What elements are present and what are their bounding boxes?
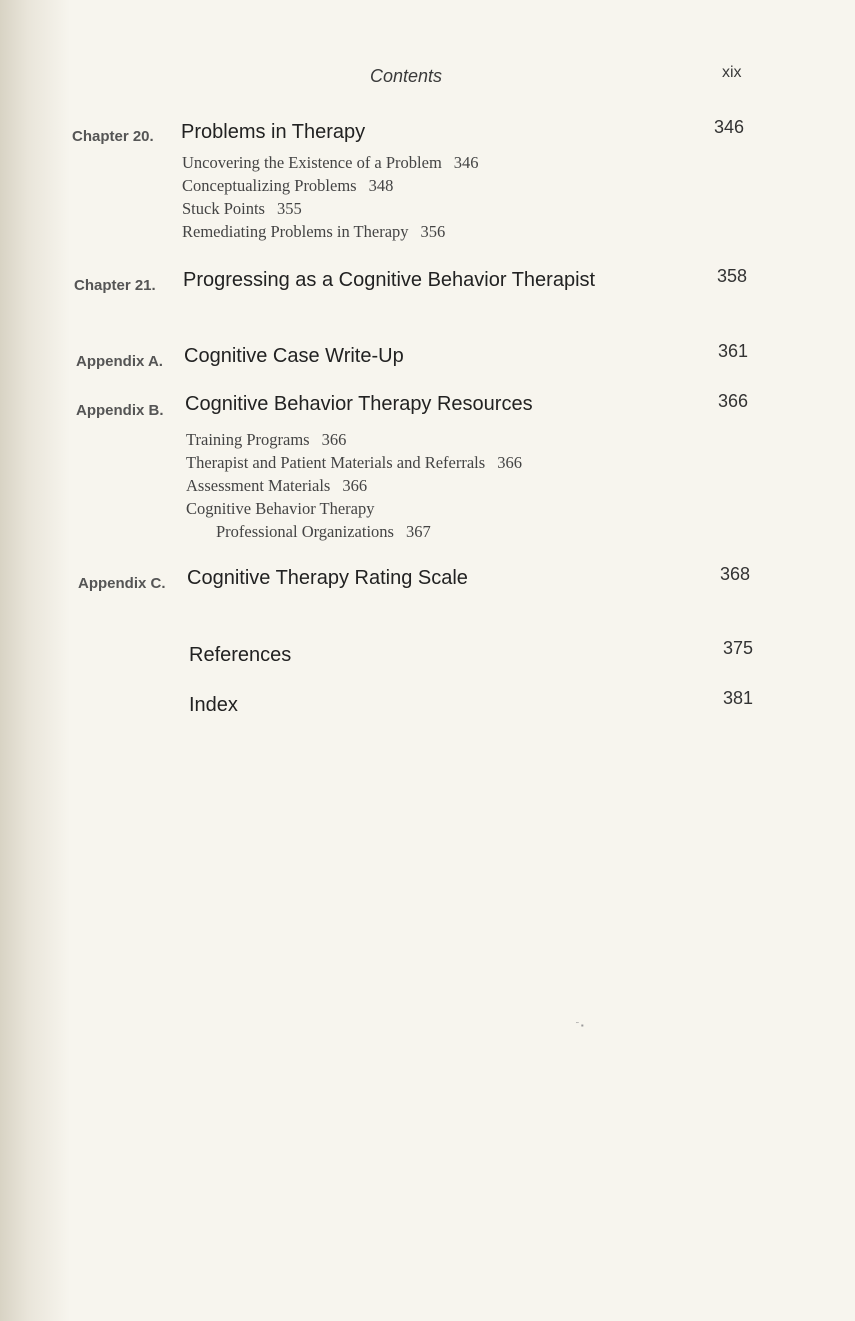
entry-label: Appendix C. <box>78 575 166 592</box>
subentry: Training Programs 366 <box>186 430 347 449</box>
entry-label: Appendix B. <box>76 402 164 419</box>
running-head: Contents <box>370 66 443 86</box>
subentry: Assessment Materials 366 <box>186 476 368 495</box>
entry-page: 381 <box>723 688 754 708</box>
subentry: Stuck Points 355 <box>182 199 302 218</box>
book-spine-shadow <box>0 0 70 1321</box>
stray-ink-mark: ˜ ▪ <box>576 1021 584 1030</box>
entry-page: 346 <box>714 117 745 137</box>
entry-title: References <box>189 644 292 666</box>
entry-title: Cognitive Behavior Therapy Resources <box>185 393 533 415</box>
entry-page: 358 <box>717 266 748 286</box>
entry-title: Cognitive Case Write-Up <box>184 345 404 367</box>
entry-title: Cognitive Therapy Rating Scale <box>187 567 468 589</box>
entry-title: Problems in Therapy <box>181 121 366 143</box>
subentry: Conceptualizing Problems 348 <box>182 176 394 195</box>
page-number: xix <box>722 64 742 81</box>
subentry: Remediating Problems in Therapy 356 <box>182 222 446 241</box>
entry-label: Chapter 20. <box>72 128 154 145</box>
entry-label: Appendix A. <box>76 353 163 370</box>
entry-page: 375 <box>723 638 754 658</box>
subentry-list <box>182 151 479 243</box>
entry-page: 361 <box>718 341 749 361</box>
subentry: Therapist and Patient Materials and Referrals 366 <box>186 453 522 472</box>
subentry-list <box>186 428 522 543</box>
entry-page: 366 <box>718 391 749 411</box>
entry-title: Progressing as a Cognitive Behavior Therapist <box>183 269 596 291</box>
entry-title: Index <box>189 694 238 716</box>
subentry: Cognitive Behavior Therapy <box>186 499 375 518</box>
entry-label: Chapter 21. <box>74 277 156 294</box>
entry-page: 368 <box>720 564 751 584</box>
subentry: Uncovering the Existence of a Problem 346 <box>182 153 479 172</box>
subentry-continuation: Professional Organizations 367 <box>216 522 431 541</box>
